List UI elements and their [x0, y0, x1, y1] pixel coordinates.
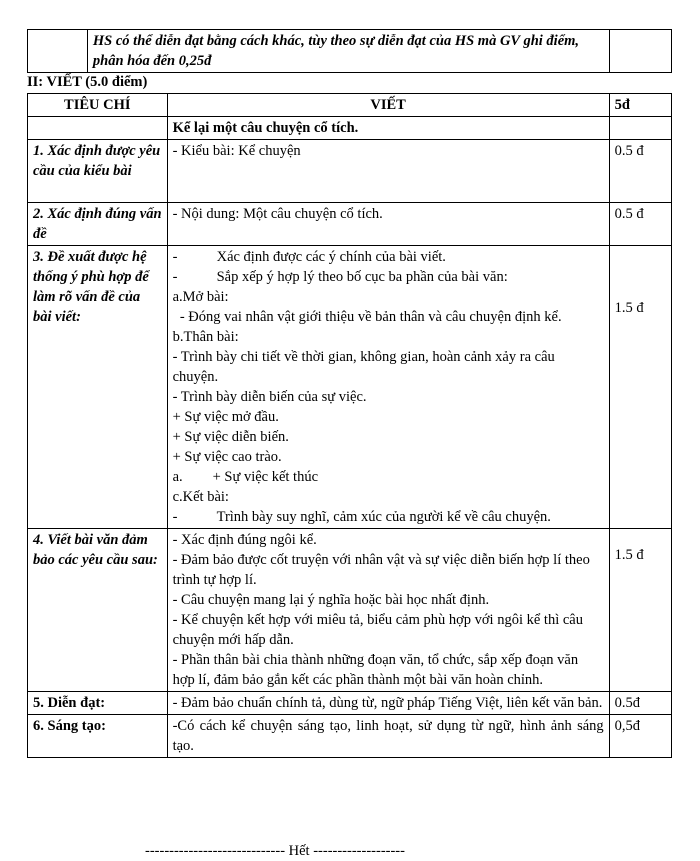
- content-line: a.Mở bài:: [172, 289, 229, 305]
- content-cell: [167, 203, 609, 246]
- criterion-cell: 6. Sáng tạo:: [28, 715, 168, 758]
- criterion-cell: 5. Diễn đạt:: [28, 692, 168, 715]
- content-cell: [167, 140, 609, 203]
- content-text: Trình bày suy nghĩ, cảm xúc của người kể về câu chuyện.: [216, 509, 551, 525]
- header-score: 5đ: [609, 94, 671, 117]
- content-cell: [167, 692, 609, 715]
- bullet-a: a.: [172, 469, 183, 485]
- content-line: + Sự việc cao trào.: [172, 449, 282, 465]
- note-table: [27, 29, 672, 73]
- table-row: [28, 246, 672, 529]
- table-row: [28, 692, 672, 715]
- content-line: [173, 247, 604, 267]
- content-line: - Xác định đúng ngôi kể.: [172, 532, 317, 548]
- content-cell: [167, 529, 609, 692]
- content-line: + Sự việc diễn biến.: [172, 429, 289, 445]
- header-criterion: TIÊU CHÍ: [28, 94, 168, 117]
- content-text: Sắp xếp ý hợp lý theo bố cục ba phần của bài văn:: [216, 269, 508, 285]
- content-text: + Sự việc kết thúc: [212, 469, 319, 485]
- content-line: [173, 267, 604, 287]
- content-text: Xác định được các ý chính của bài viết.: [216, 249, 446, 265]
- content-line: -Có cách kể chuyện sáng tạo, linh hoạt, sử dụng từ ngữ, hình ảnh sáng tạo.: [172, 718, 604, 754]
- content-line: - Đảm bảo chuẩn chính tả, dùng từ, ngữ pháp Tiếng Việt, liên kết văn bản.: [172, 695, 603, 711]
- content-line: - Phần thân bài chia thành những đoạn văn, tổ chức, sắp xếp đoạn văn hợp lí, đảm bảo gắn kết các phần thành một bài văn hoàn chỉnh.: [172, 652, 579, 688]
- rubric-table: [27, 93, 672, 758]
- criterion-cell: 1. Xác định được yêu cầu của kiểu bài: [28, 140, 168, 203]
- content-line: b.Thân bài:: [172, 329, 239, 345]
- content-line: - Kiểu bài: Kể chuyện: [172, 143, 301, 159]
- end-marker: ----------------------------- Hết -------------------: [145, 843, 405, 859]
- bullet-dash: -: [172, 249, 178, 265]
- content-line: [173, 507, 604, 527]
- header-writing: VIẾT: [167, 94, 609, 117]
- bullet-dash: -: [172, 509, 178, 525]
- content-line: - Nội dung: Một câu chuyện cổ tích.: [172, 206, 383, 222]
- note-score-cell: [610, 30, 672, 73]
- criterion-cell: 2. Xác định đúng vấn đề: [28, 203, 168, 246]
- score-cell: 1.5 đ: [609, 246, 671, 529]
- note-empty-cell: [28, 30, 88, 73]
- content-line: [173, 467, 604, 487]
- content-line: - Kể chuyện kết hợp với miêu tả, biểu cảm phù hợp với ngôi kể thì câu chuyện mới hấp dẫn.: [172, 612, 583, 648]
- table-row: [28, 715, 672, 758]
- table-row: [28, 140, 672, 203]
- score-cell: 0.5 đ: [609, 140, 671, 203]
- criterion-cell: 4. Viết bài văn đảm bảo các yêu cầu sau:: [28, 529, 168, 692]
- content-line: - Đảm bảo được cốt truyện với nhân vật và sự việc diễn biến hợp lí theo trình tự hợp lí.: [172, 552, 590, 588]
- topic-score-empty: [609, 117, 671, 140]
- score-cell: 0.5 đ: [609, 203, 671, 246]
- table-row: [28, 529, 672, 692]
- content-line: + Sự việc mở đầu.: [172, 409, 279, 425]
- bullet-dash: -: [172, 269, 178, 285]
- score-cell: 0.5đ: [609, 692, 671, 715]
- content-line: - Trình bày chi tiết về thời gian, không gian, hoàn cảnh xảy ra câu chuyện.: [172, 349, 555, 385]
- content-line: c.Kết bài:: [172, 489, 229, 505]
- table-row: [28, 203, 672, 246]
- topic-text: Kể lại một câu chuyện cổ tích.: [167, 117, 609, 140]
- topic-empty: [28, 117, 168, 140]
- header-row: [28, 94, 672, 117]
- section-title: II: VIẾT (5.0 điểm): [27, 74, 148, 90]
- content-cell: [167, 715, 609, 758]
- content-line: - Câu chuyện mang lại ý nghĩa hoặc bài học nhất định.: [172, 592, 490, 608]
- content-cell: [167, 246, 609, 529]
- content-line: - Trình bày diễn biến của sự việc.: [172, 389, 367, 405]
- note-cell: HS có thể diễn đạt bằng cách khác, tùy theo sự diễn đạt của HS mà GV ghi điểm, phân hóa đến 0,25đ: [87, 30, 609, 73]
- topic-row: [28, 117, 672, 140]
- score-cell: 1.5 đ: [609, 529, 671, 692]
- criterion-cell: 3. Đề xuất được hệ thống ý phù hợp để làm rõ vấn đề của bài viết:: [28, 246, 168, 529]
- content-line: - Đóng vai nhân vật giới thiệu về bản thân và câu chuyện định kể.: [172, 309, 562, 325]
- score-cell: 0,5đ: [609, 715, 671, 758]
